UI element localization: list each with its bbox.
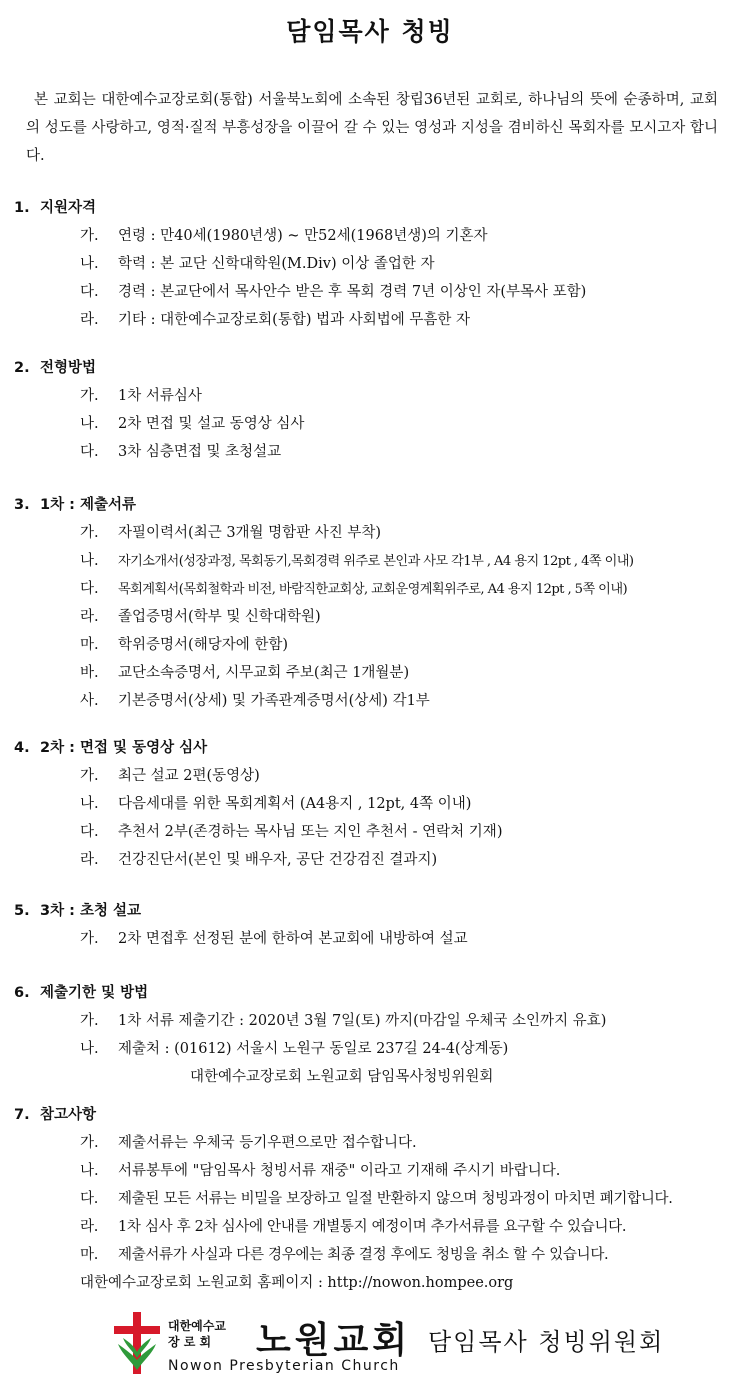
list-item: 나. 다음세대를 위한 목회계획서 (A4용지 , 12pt, 4쪽 이내) xyxy=(80,796,472,812)
list-item: 라. 건강진단서(본인 및 배우자, 공단 건강검진 결과지) xyxy=(80,852,438,868)
intro-paragraph: 본 교회는 대한예수교장로회(통합) 서울북노회에 소속된 창립36년된 교회로, 하나님의 뜻에 순종하며, 교회의 성도를 사랑하고, 영적·질적 부흥성장을 이끌어 갈 수 있는 영성과 지성을 겸비하신 목회자를 모시고자 합니다. xyxy=(26,92,718,164)
list-item: 가. 자필이력서(최근 3개월 명함판 사진 부착) xyxy=(80,525,382,541)
list-item: 가. 1차 서류심사 xyxy=(80,388,202,404)
page-title: 담임목사 청빙 xyxy=(286,17,454,46)
list-item: 사. 기본증명서(상세) 및 가족관계증명서(상세) 각1부 xyxy=(80,693,430,709)
list-item: 마. 제출서류가 사실과 다른 경우에는 최종 결정 후에도 청빙을 취소 할 수 있습니다. xyxy=(80,1247,609,1263)
list-item: 다. 3차 심층면접 및 초청설교 xyxy=(80,444,282,460)
list-item: 가. 2차 면접후 선정된 분에 한하여 본교회에 내방하여 설교 xyxy=(80,931,468,947)
section-interview xyxy=(14,734,726,874)
church-logo-footer xyxy=(110,1304,710,1384)
list-item: 나. 학력 : 본 교단 신학대학원(M.Div) 이상 졸업한 자 xyxy=(80,256,435,272)
list-item: 나. 자기소개서(성장과정, 목회동기,목회경력 위주로 본인과 사모 각1부 , A4 용지 12pt , 4쪽 이내) xyxy=(80,553,634,569)
recipient-line: 대한예수교장로회 노원교회 담임목사청빙위원회 xyxy=(190,1069,494,1085)
section-documents xyxy=(14,491,726,715)
list-item: 다. 목회계획서(목회철학과 비전, 바람직한교회상, 교회운영계획위주로, A4 용지 12pt , 5쪽 이내) xyxy=(80,581,627,597)
list-item: 라. 졸업증명서(학부 및 신학대학원) xyxy=(80,609,321,625)
list-item: 마. 학위증명서(해당자에 한함) xyxy=(80,637,288,653)
list-item: 다. 제출된 모든 서류는 비밀을 보장하고 일절 반환하지 않으며 청빙과정이 마치면 폐기합니다. xyxy=(80,1191,673,1207)
church-name: 노원교회 xyxy=(256,1320,412,1361)
section-heading: 3. 1차 : 제출서류 xyxy=(14,497,137,513)
section-notes xyxy=(14,1101,726,1297)
list-item: 가. 1차 서류 제출기간 : 2020년 3월 7일(토) 까지(마감일 우체국 소인까지 유효) xyxy=(80,1013,607,1029)
section-heading: 4. 2차 : 면접 및 동영상 심사 xyxy=(14,740,208,756)
section-deadline xyxy=(14,979,726,1091)
list-item: 라. 기타 : 대한예수교장로회(통합) 법과 사회법에 무흠한 자 xyxy=(80,312,471,328)
section-heading: 1. 지원자격 xyxy=(14,200,97,216)
list-item: 가. 최근 설교 2편(동영상) xyxy=(80,768,260,784)
section-eligibility xyxy=(14,194,726,334)
section-invitation-sermon xyxy=(14,897,726,953)
list-item: 나. 서류봉투에 "담임목사 청빙서류 재중" 이라고 기재해 주시기 바랍니다. xyxy=(80,1163,561,1179)
list-item: 라. 1차 심사 후 2차 심사에 안내를 개별통지 예정이며 추가서류를 요구할 수 있습니다. xyxy=(80,1219,627,1235)
list-item: 나. 제출처 : (01612) 서울시 노원구 동일로 237길 24-4(상계동) xyxy=(80,1041,509,1057)
section-heading: 2. 전형방법 xyxy=(14,360,97,376)
section-heading: 7. 참고사항 xyxy=(14,1107,97,1123)
list-item: 가. 연령 : 만40세(1980년생) ~ 만52세(1968년생)의 기혼자 xyxy=(80,228,488,244)
list-item: 다. 경력 : 본교단에서 목사안수 받은 후 목회 경력 7년 이상인 자(부목사 포함) xyxy=(80,284,587,300)
homepage-line: 대한예수교장로회 노원교회 홈페이지 : http://nowon.hompee.org xyxy=(80,1275,514,1291)
list-item: 바. 교단소속증명서, 시무교회 주보(최근 1개월분) xyxy=(80,665,410,681)
church-name-english: Nowon Presbyterian Church xyxy=(168,1358,400,1374)
list-item: 가. 제출서류는 우체국 등기우편으로만 접수합니다. xyxy=(80,1135,417,1151)
section-heading: 5. 3차 : 초청 설교 xyxy=(14,903,142,919)
denomination-label: 대한예수교 장 로 회 xyxy=(168,1319,226,1349)
section-selection-method xyxy=(14,354,726,466)
committee-name: 담임목사 청빙위원회 xyxy=(428,1328,665,1356)
list-item: 다. 추천서 2부(존경하는 목사님 또는 지인 추천서 - 연락처 기재) xyxy=(80,824,503,840)
church-cross-icon xyxy=(110,1310,164,1376)
section-heading: 6. 제출기한 및 방법 xyxy=(14,985,149,1001)
list-item: 나. 2차 면접 및 설교 동영상 심사 xyxy=(80,416,305,432)
